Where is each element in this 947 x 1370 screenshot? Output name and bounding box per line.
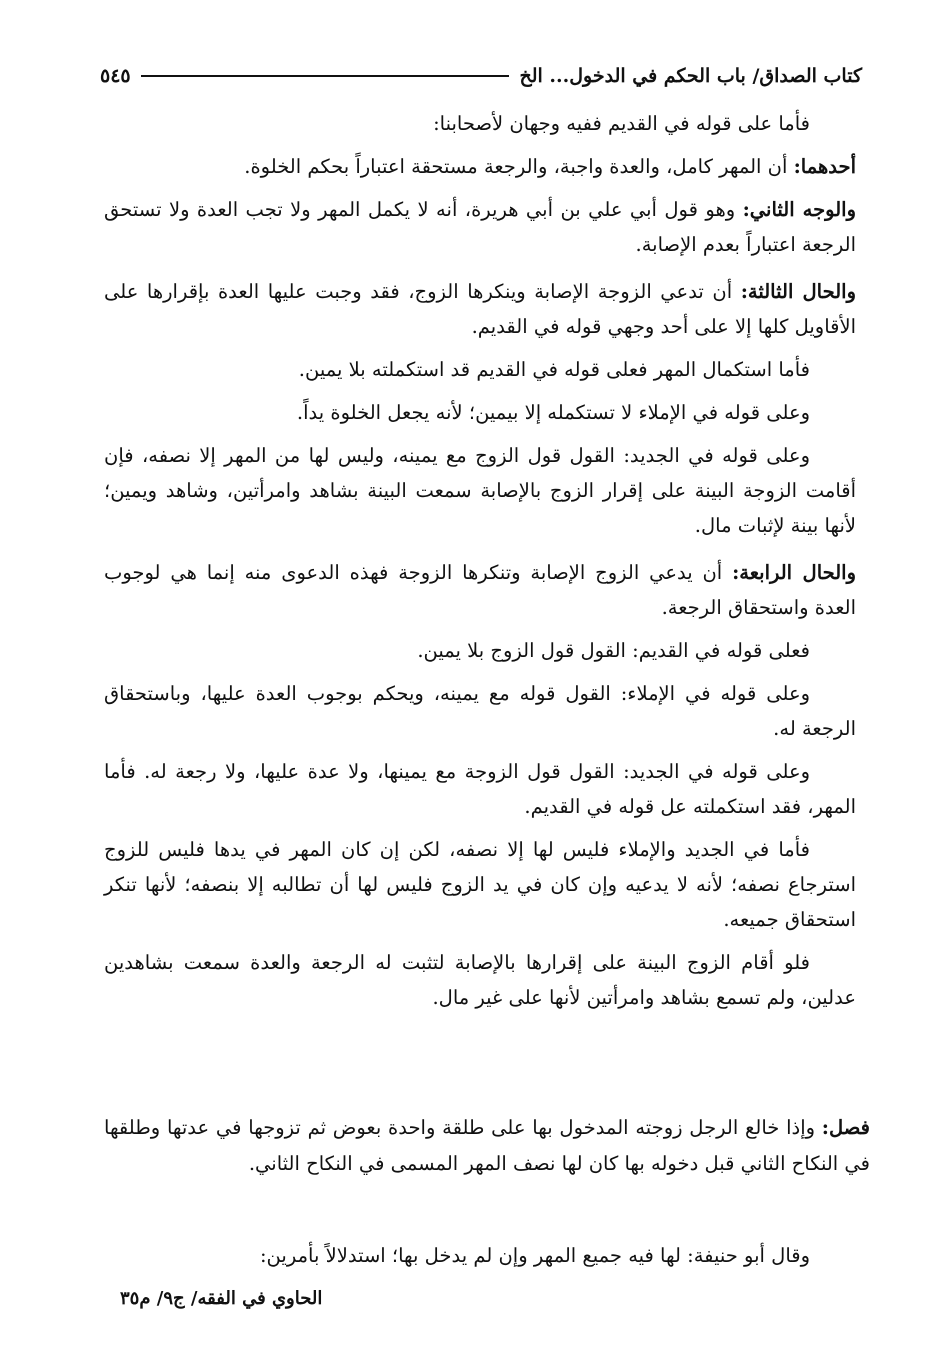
paragraph-text: وعلى قوله في الإملاء لا تستكمله إلا بيمين؛ لأنه يجعل الخلوة يداً. [296,401,810,424]
paragraph-text: أن يدعي الزوج الإصابة وتنكرها الزوجة فهذه الدعوى منه إنما هي لوجوب العدة واستحقاق الرجعة. [104,561,856,619]
paragraph-text: وعلى قوله في الإملاء: القول قوله مع يمينه، ويحكم بوجوب العدة عليها، وباستحقاق الرجعة له. [104,682,856,740]
paragraph [104,832,856,937]
header-rule [141,75,510,77]
paragraph [104,352,856,387]
paragraph [104,438,856,543]
paragraph-text: فأما في الجديد والإملاء فليس لها إلا نصفه، لكن إن كان المهر في يدها فليس للزوج استرجاع نصفه؛ لأنه لا يدعيه وإن كان في يد الزوج فليس لها أن تطالبه إلا بنصفه؛ لأنها تنكر استحقاق جميعه. [104,838,856,931]
fasl-heading: فصل: [821,1116,870,1139]
paragraph-lead: والحال الرابعة: [732,561,856,584]
paragraph-lead: أحدهما: [793,155,856,178]
paragraph [104,192,856,262]
paragraph-text: فلو أقام الزوج البينة على إقرارها بالإصابة لتثبت له الرجعة والعدة سمعت بشاهدين عدلين، ولم تسمع بشاهد وامرأتين لأنها على غير مال. [104,951,856,1009]
paragraph-text: أن تدعي الزوجة الإصابة وينكرها الزوج، فقد وجبت عليها العدة بإقرارها على الأقاويل كلها إلا على أحد وجهي قوله في القديم. [104,280,856,338]
paragraph [104,945,856,1015]
paragraph [104,274,856,344]
paragraph [104,106,856,141]
paragraph-text: فأما استكمال المهر فعلى قوله في القديم قد استكملته بلا يمين. [298,358,810,381]
paragraph-text: أن المهر كامل، والعدة واجبة، والرجعة مستحقة اعتباراً بحكم الخلوة. [244,155,794,178]
paragraph-text: فعلى قوله في القديم: القول قول الزوج بلا يمين. [417,639,810,662]
paragraph-text: وعلى قوله في الجديد: القول قول الزوج مع يمينه، وليس لها من المهر إلا نصفه، فإن أقامت الزوجة البينة على إقرار الزوج بالإصابة سمعت البينة بشاهد وامرأتين، وشاهد ويمين؛ لأنها بينة لإثبات مال. [104,444,856,537]
page-header [100,56,862,96]
paragraph [104,676,856,746]
paragraph [104,754,856,824]
fasl-text: وإذا خالع الرجل زوجته المدخول بها على طلقة واحدة بعوض ثم تزوجها في عدتها وطلقها في النكاح الثاني قبل دخوله بها كان لها نصف المهر المسمى في النكاح الثاني. [104,1116,870,1175]
paragraph: وقال أبو حنيفة: لها فيه جميع المهر وإن لم يدخل بها؛ استدلالاً بأمرين: [259,1244,810,1267]
body-text [104,106,856,1023]
page-footer: الحاوي في الفقه/ ج٩/ م٣٥ [120,1288,323,1309]
paragraph-text: وهو قول أبي علي بن أبي هريرة، أنه لا يكمل المهر ولا تجب العدة ولا تستحق الرجعة اعتباراً بعدم الإصابة. [104,198,856,256]
paragraph [104,149,856,184]
paragraph-lead: والحال الثالثة: [740,280,856,303]
paragraph-text: وعلى قوله في الجديد: القول قول الزوجة مع يمينها، ولا عدة عليها، ولا رجعة له. فأما المهر، فقد استكملته عل قوله في القديم. [104,760,856,818]
paragraph-text: فأما على قوله في القديم ففيه وجهان لأصحابنا: [433,112,810,135]
fasl-section [104,1110,870,1182]
page-number: ٥٤٥ [100,65,131,87]
paragraph [104,395,856,430]
paragraph [104,633,856,668]
paragraph-lead: والوجه الثاني: [742,198,856,221]
paragraph [104,555,856,625]
running-title: كتاب الصداق/ باب الحكم في الدخول... الخ [519,65,862,87]
